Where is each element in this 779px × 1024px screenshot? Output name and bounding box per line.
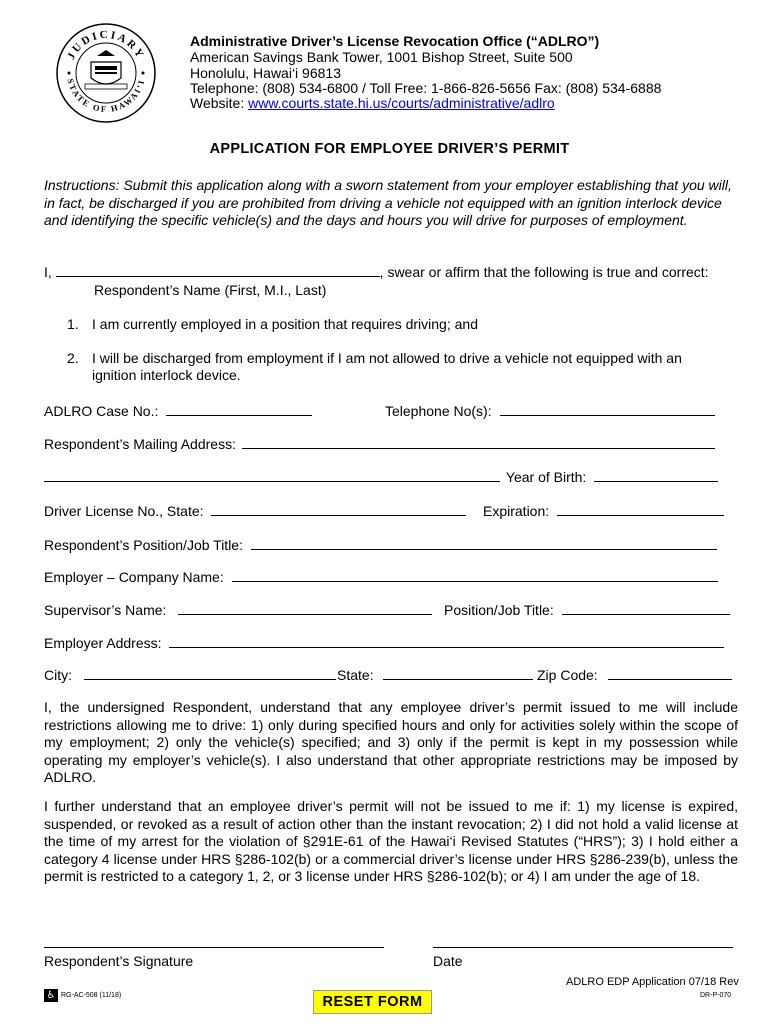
row-supervisor-title (444, 601, 730, 618)
row-employer-address (44, 634, 724, 651)
oath-prefix: I, (44, 264, 56, 280)
statement-2-text-cont: ignition interlock device. (92, 367, 241, 383)
state-field[interactable] (383, 666, 533, 680)
zip-field[interactable] (608, 666, 732, 680)
mailing-address-label: Respondent’s Mailing Address: (44, 436, 236, 452)
supervisor-title-field[interactable] (562, 601, 730, 615)
office-address-2: Honolulu, Hawai‘i 96813 (190, 65, 341, 81)
row-mailing-2 (44, 468, 718, 485)
supervisor-title-label: Position/Job Title: (444, 602, 554, 618)
row-telephone (385, 402, 715, 419)
statement-2-num: 2. (67, 350, 79, 366)
rg-code: RG-AC-508 (11/18) (61, 992, 122, 999)
year-of-birth-label: Year of Birth: (505, 469, 587, 485)
driver-license-label: Driver License No., State: (44, 503, 204, 519)
seal-top-text: JUDICIARY (65, 28, 147, 62)
website-link[interactable]: www.courts.state.hi.us/courts/administrative/adlro (248, 95, 555, 111)
row-zip (537, 666, 732, 683)
office-name: Administrative Driver’s License Revocation Office (“ADLRO”) (190, 33, 600, 49)
reset-form-button[interactable]: RESET FORM (313, 990, 432, 1014)
eligibility-paragraph: I further understand that an employee driver’s permit will not be issued to me if: 1) my license is expired, suspended, or revoked as a result of action other than the instant revocation; 2) I did not hold a valid license at the time of my arrest for the violation of §291E-61 of the Hawai‘i Revised Statutes (“HRS”); 3) I hold either a category 4 license under HRS §286-102(b) or a commercial driver’s license under HRS §286-239(b), unless the permit is restricted to a category 1, 2, or 3 license under HRS §286-102(b); or 4) I am under the age of 18. (44, 798, 738, 885)
row-supervisor (44, 601, 432, 618)
telephone-field[interactable] (500, 402, 715, 416)
state-label: State: (337, 667, 374, 683)
office-address-1: American Savings Bank Tower, 1001 Bishop Street, Suite 500 (190, 49, 573, 65)
date-line[interactable] (433, 947, 733, 948)
zip-label: Zip Code: (537, 667, 598, 683)
telephone-label: Telephone No(s): (385, 403, 492, 419)
supervisor-label: Supervisor’s Name: (44, 602, 167, 618)
row-expiration (483, 502, 724, 519)
row-mailing (44, 435, 715, 452)
position-field[interactable] (251, 536, 717, 550)
case-no-field[interactable] (166, 402, 312, 416)
employer-field[interactable] (232, 568, 718, 582)
statement-1-num: 1. (67, 316, 79, 332)
mailing-address-field[interactable] (242, 435, 715, 449)
row-city (44, 666, 336, 683)
case-no-label: ADLRO Case No.: (44, 403, 159, 419)
form-title: APPLICATION FOR EMPLOYEE DRIVER’S PERMIT (209, 141, 570, 157)
statement-1-text: I am currently employed in a position that requires driving; and (92, 316, 478, 332)
row-license (44, 502, 466, 519)
date-label: Date (433, 953, 463, 969)
employer-address-label: Employer Address: (44, 635, 162, 651)
mailing-address-field-2[interactable] (44, 468, 500, 482)
judiciary-seal (55, 22, 157, 124)
office-phone: Telephone: (808) 534-6800 / Toll Free: 1-866-826-5656 Fax: (808) 534-6888 (190, 80, 662, 96)
employer-label: Employer – Company Name: (44, 569, 224, 585)
form-code: DR-P-070 (700, 992, 732, 999)
restrictions-paragraph: I, the undersigned Respondent, understand that any employee driver’s permit issued to me will include restrictions allowing me to drive: 1) only during specified hours and only for activities solely within the scope of my employment; 2) only the vehicle(s) specified; and 3) only if the permit is kept in my possession while operating my employer’s vehicle(s). I also understand that other appropriate restrictions may be imposed by ADLRO. (44, 699, 738, 786)
year-of-birth-field[interactable] (594, 468, 718, 482)
supervisor-field[interactable] (178, 601, 432, 615)
row-case-phone (44, 402, 312, 419)
instructions: Instructions: Submit this application along with a sworn statement from your employer establishing that you will, in fact, be discharged if you are prohibited from driving a vehicle not equipped with an ignition interlock device and identifying the specific vehicle(s) and the days and hours you will drive for purposes of employment. (44, 177, 732, 229)
seal-bottom-text: STATE OF HAWAI‘I (65, 77, 147, 115)
wheelchair-icon: ♿ (44, 989, 58, 1002)
office-website (190, 95, 555, 111)
oath-line (44, 263, 709, 280)
employer-address-field[interactable] (169, 634, 724, 648)
judiciary-seal-icon (55, 22, 157, 124)
city-label: City: (44, 667, 72, 683)
name-caption: Respondent’s Name (First, M.I., Last) (94, 282, 327, 298)
statement-2-text: I will be discharged from employment if I am not allowed to drive a vehicle not equipped with an (92, 350, 682, 366)
signature-line[interactable] (44, 947, 384, 948)
expiration-field[interactable] (557, 502, 724, 516)
city-field[interactable] (84, 666, 336, 680)
position-label: Respondent’s Position/Job Title: (44, 537, 243, 553)
row-state (337, 666, 533, 683)
website-label: Website: (190, 95, 249, 111)
row-position (44, 536, 717, 553)
oath-suffix: , swear or affirm that the following is true and correct: (379, 264, 709, 280)
form-name: ADLRO EDP Application 07/18 Rev (566, 976, 739, 988)
respondent-name-field[interactable] (56, 263, 380, 277)
row-employer (44, 568, 718, 585)
signature-label: Respondent’s Signature (44, 953, 194, 969)
driver-license-field[interactable] (211, 502, 466, 516)
expiration-label: Expiration: (483, 503, 550, 519)
